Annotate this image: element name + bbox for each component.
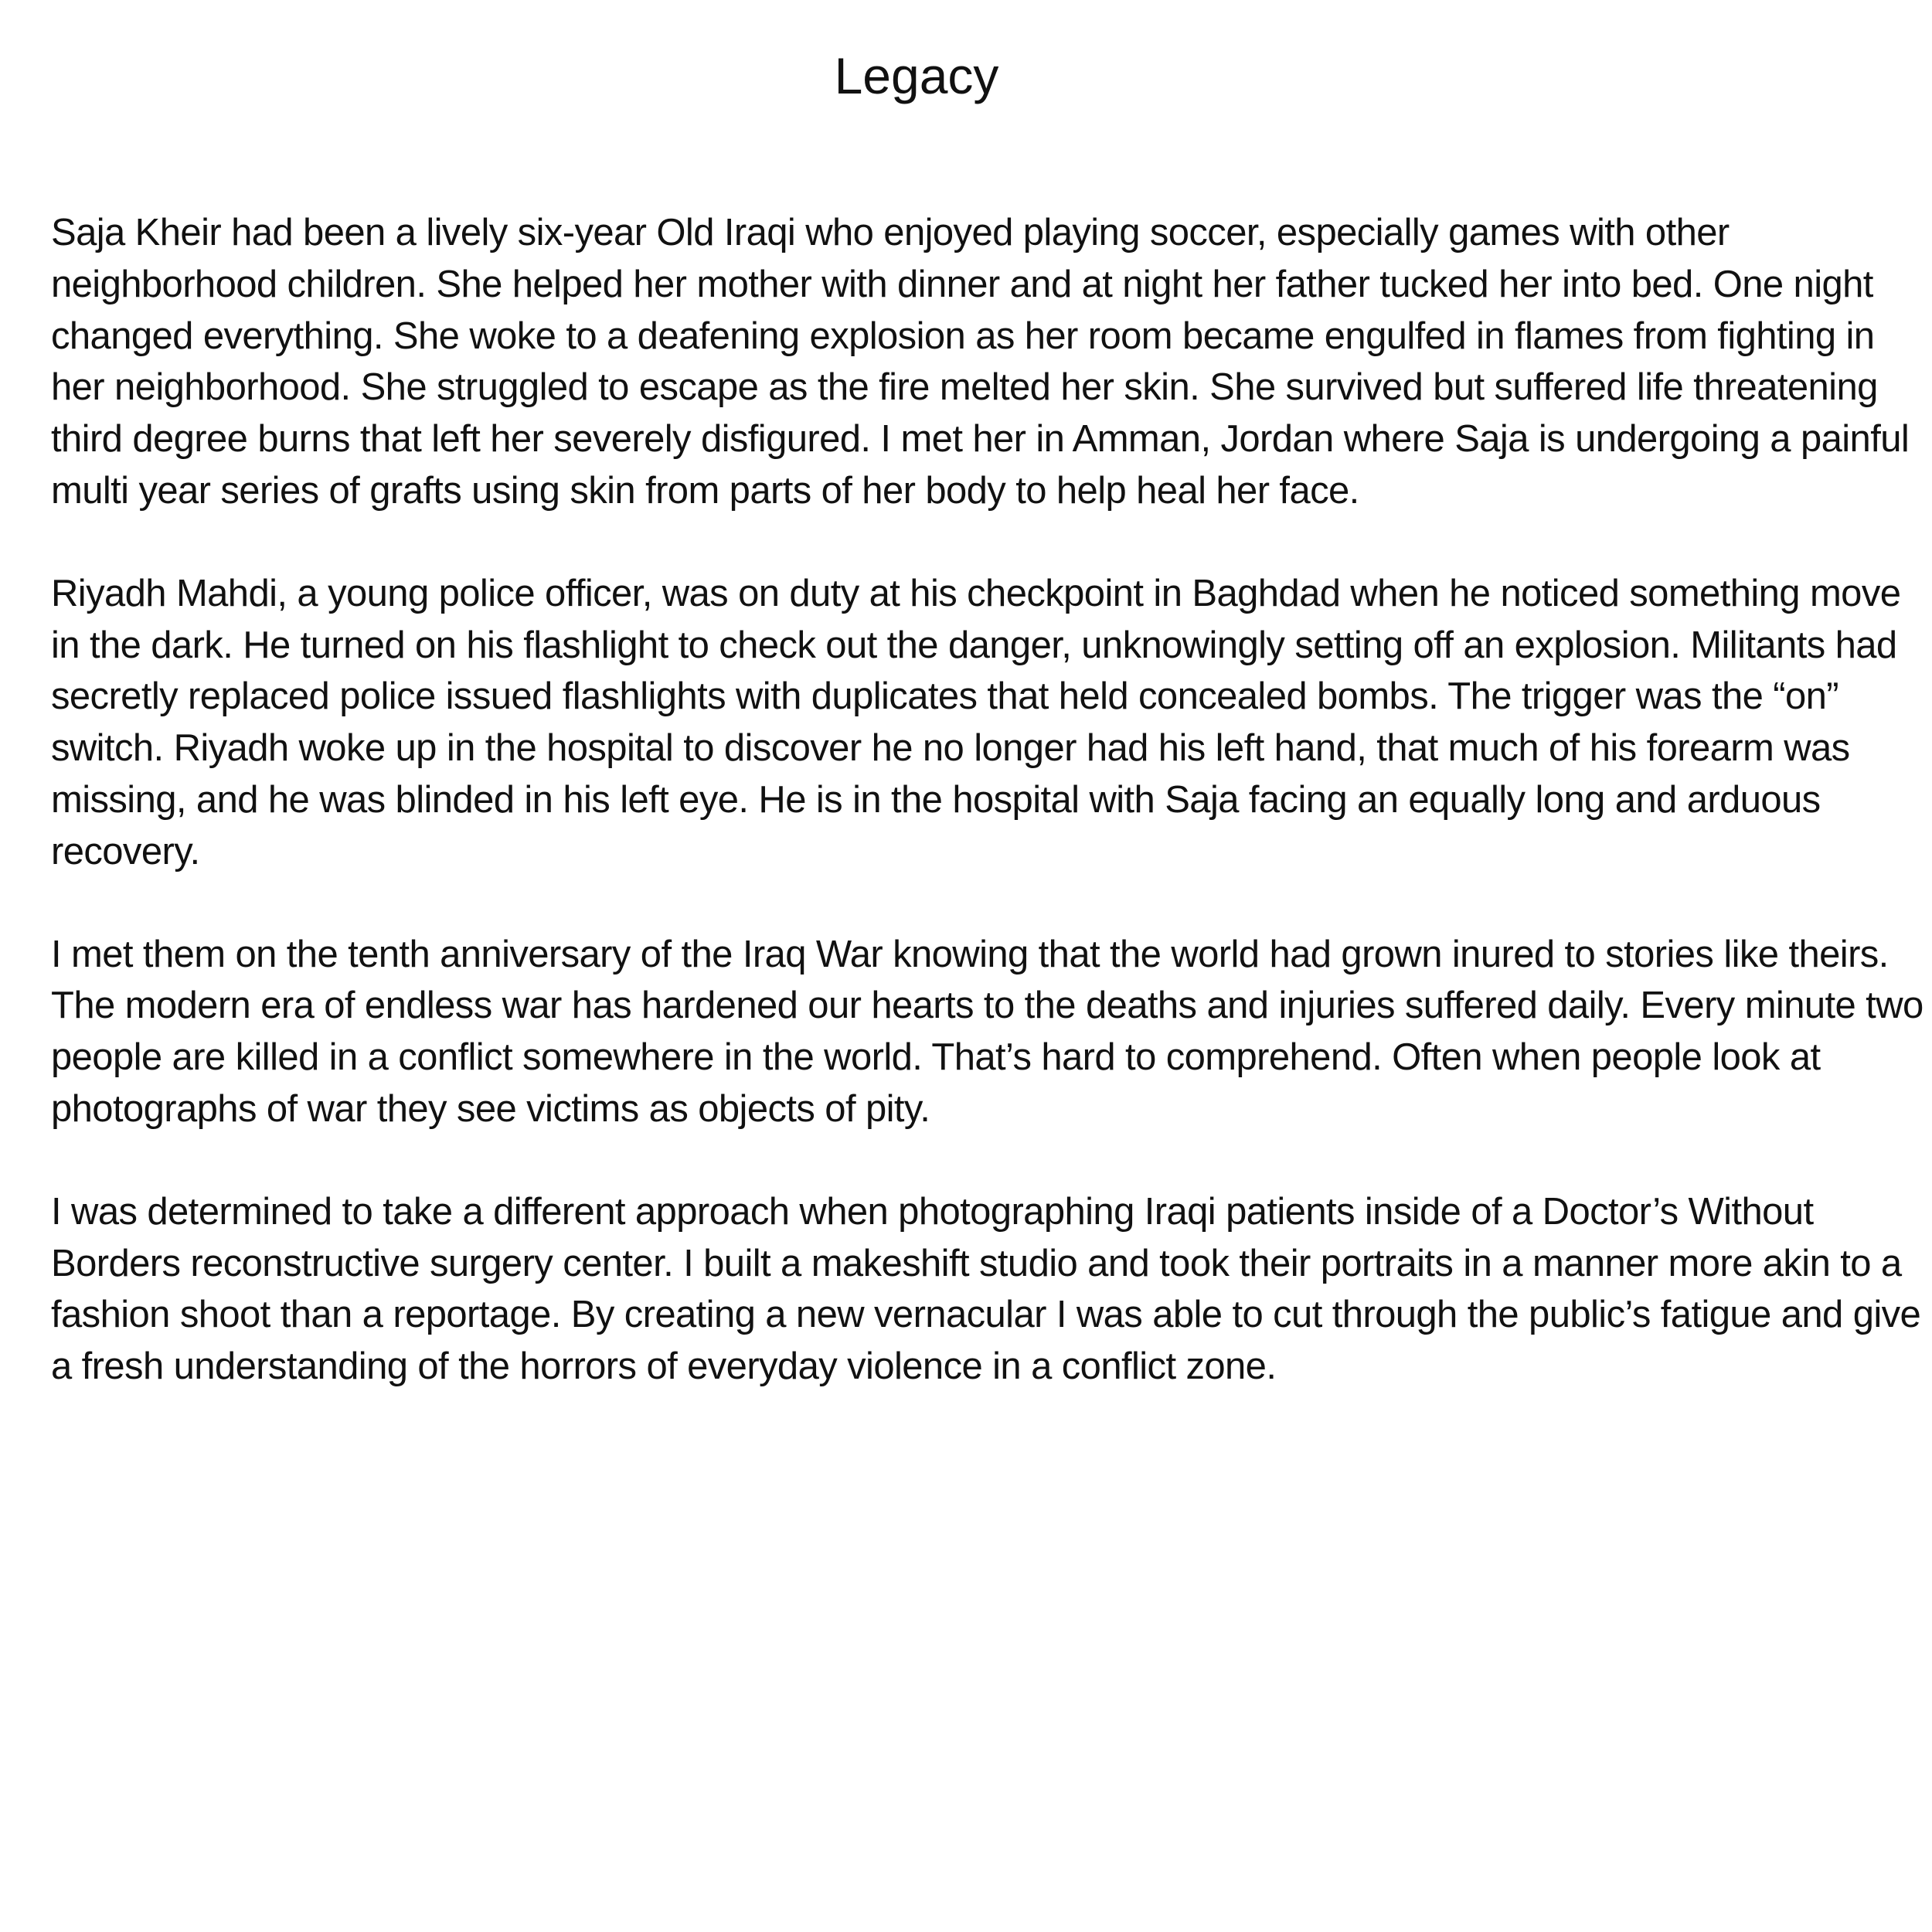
- paragraph-riyadh: Riyadh Mahdi, a young police officer, was on duty at his checkpoint in Baghdad when he noticed something move in the dark. He turned on his flashlight to check out the danger, unknowingly setting off an explosion. Militants had secretly replaced police issued flashlights with duplicates that held concealed bombs. The trigger was the “on” switch. Riyadh woke up in the hospital to discover he no longer had his left hand, that much of his forearm was missing, and he was blinded in his left eye. He is in the hospital with Saja facing an equally long and arduous recovery.: [51, 572, 1901, 872]
- document-title: Legacy: [834, 47, 999, 104]
- document-body: [51, 207, 1929, 1444]
- paragraph-saja: Saja Kheir had been a lively six-year Old Iraqi who enjoyed playing soccer, especially games with other neighborhood children. She helped her mother with dinner and at night her father tucked her into bed. One night changed everything. She woke to a deafening explosion as her room became engulfed in flames from fighting in her neighborhood. She struggled to escape as the fire melted her skin. She survived but suffered life threatening third degree burns that left her severely disfigured. I met her in Amman, Jordan where Saja is undergoing a painful multi year series of grafts using skin from parts of her body to help heal her face.: [51, 212, 1910, 512]
- paragraph-approach: I was determined to take a different approach when photographing Iraqi patients inside of a Doctor’s Without Borders reconstructive surgery center. I built a makeshift studio and took their portraits in a manner more akin to a fashion shoot than a reportage. By creating a new vernacular I was able to cut through the public’s fatigue and give a fresh understanding of the horrors of everyday violence in a conflict zone.: [51, 1190, 1921, 1388]
- paragraph-anniversary: I met them on the tenth anniversary of the Iraq War knowing that the world had grown inured to stories like theirs. The modern era of endless war has hardened our hearts to the deaths and injuries suffered daily. Every minute two people are killed in a conflict somewhere in the world. That’s hard to comprehend. Often when people look at photographs of war they see victims as objects of pity.: [51, 933, 1923, 1130]
